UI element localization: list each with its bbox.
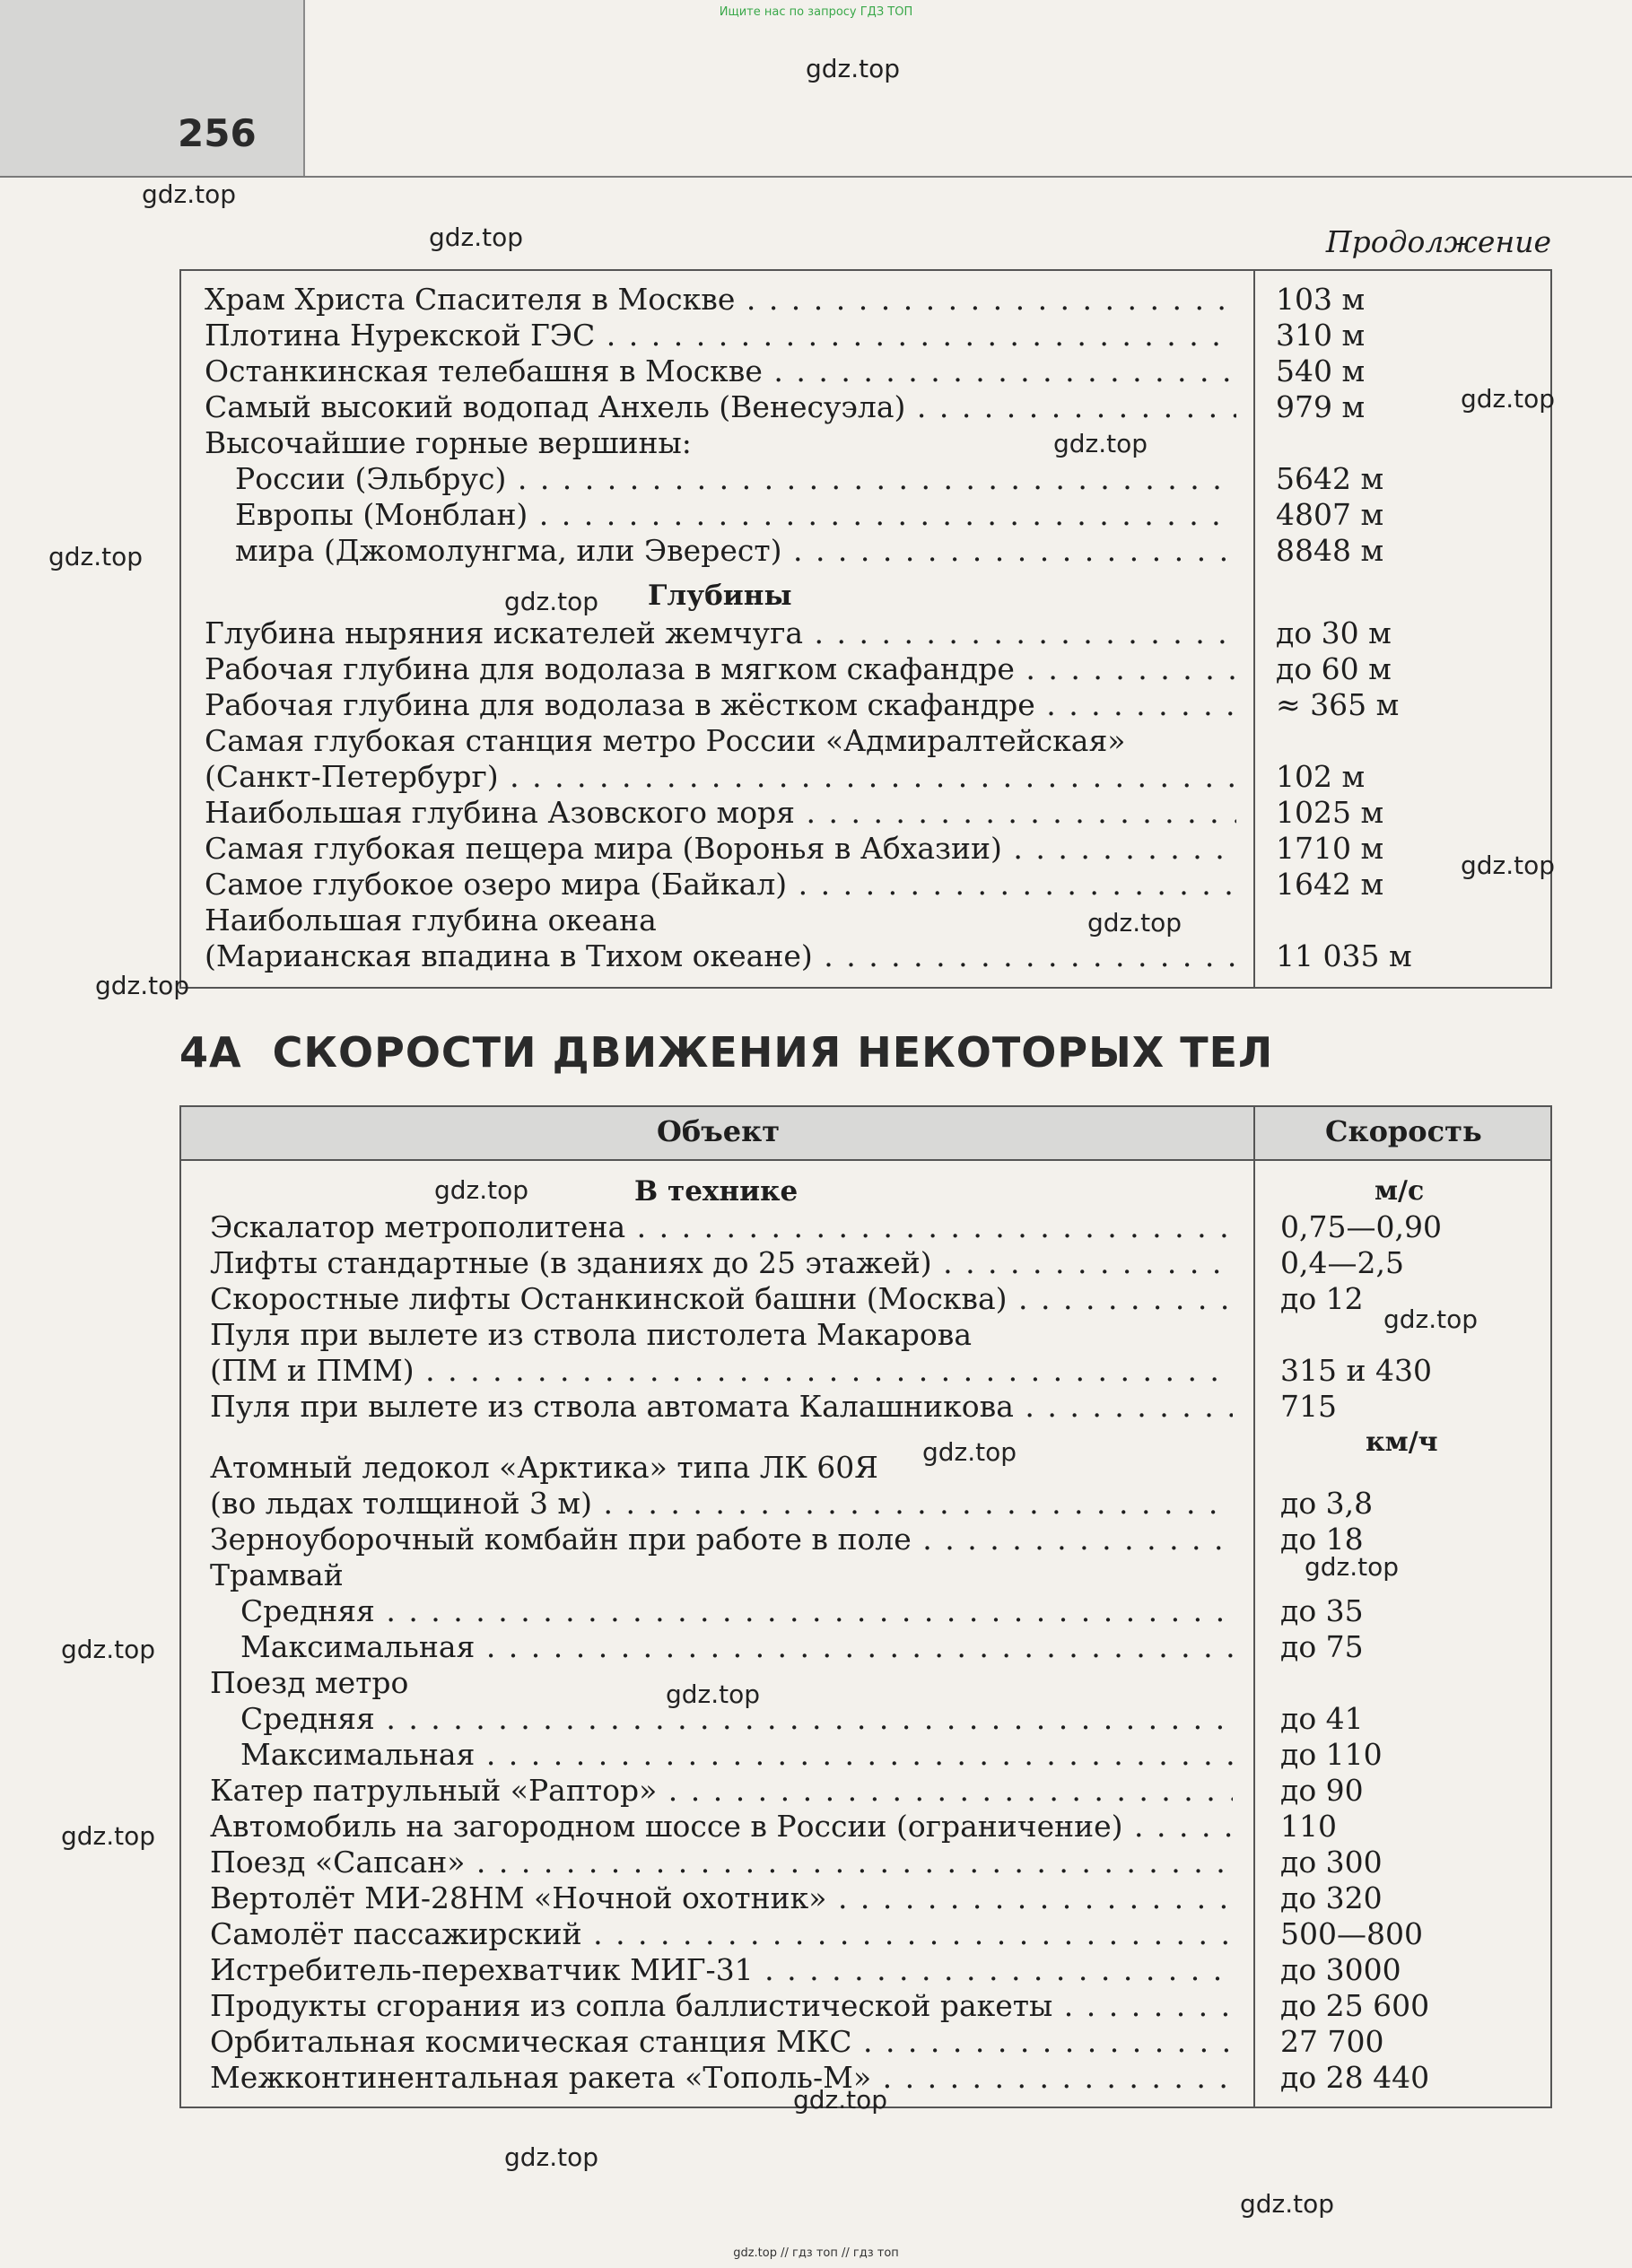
page-number-tab: [0, 0, 305, 178]
watermark: gdz.top: [61, 1821, 156, 1851]
table-row: мира (Джомолунгма, или Эверест) . . .: [235, 533, 1236, 577]
row-value: 715: [1280, 1389, 1337, 1424]
col-header-speed: Скорость: [1325, 1114, 1482, 1148]
row-value: 1025 м: [1276, 795, 1384, 830]
column-divider: [1253, 271, 1255, 987]
table-row: Межконтинентальная ракета «Тополь-М» . . .: [210, 2060, 1233, 2104]
table-row: Самая глубокая пещера мира (Воронья в Абхазии) . . .: [205, 831, 1236, 875]
row-value: 103 м: [1276, 282, 1366, 317]
table-row: Вертолёт МИ-28НМ «Ночной охотник» . . .: [210, 1880, 1233, 1924]
table-row: (во льдах толщиной 3 м) . . .: [210, 1486, 1233, 1530]
table-row: России (Эльбрус) . . .: [235, 461, 1236, 505]
row-value: 0,75—0,90: [1280, 1209, 1442, 1244]
watermark: gdz.top: [793, 2085, 888, 2115]
row-value: до 3000: [1280, 1952, 1401, 1987]
watermark: gdz.top: [48, 542, 144, 571]
row-value: ≈ 365 м: [1276, 687, 1400, 722]
watermark: gdz.top: [666, 1679, 761, 1709]
table-row: Самая глубокая станция метро России «Адмиралтейская»: [205, 723, 1126, 758]
watermark: gdz.top: [1383, 1304, 1479, 1334]
col-header-object: Объект: [657, 1114, 781, 1148]
table-row: (Санкт-Петербург) . . .: [205, 759, 1236, 803]
row-value: 27 700: [1280, 2024, 1384, 2059]
watermark: gdz.top: [1461, 384, 1556, 414]
table-row: Максимальная . . .: [240, 1629, 1233, 1673]
unit-kmh: км/ч: [1366, 1426, 1438, 1458]
table-row: Плотина Нурекской ГЭС . . .: [205, 318, 1236, 362]
heights-depths-table: [179, 269, 1552, 989]
row-value: до 25 600: [1280, 1988, 1430, 2023]
table-row: Зерноуборочный комбайн при работе в поле . . .: [210, 1522, 1233, 1566]
table-row: Рабочая глубина для водолаза в жёстком скафандре . . .: [205, 687, 1236, 731]
table-row: Самый высокий водопад Анхель (Венесуэла) . . .: [205, 389, 1236, 433]
row-value: 979 м: [1276, 389, 1366, 424]
watermark: gdz.top: [1087, 908, 1183, 938]
table-row: Автомобиль на загородном шоссе в России (ограничение) . . .: [210, 1809, 1233, 1853]
table-row: Средняя . . .: [240, 1701, 1233, 1745]
table-row: Атомный ледокол «Арктика» типа ЛК 60Я: [210, 1450, 878, 1485]
table-row: (ПМ и ПММ) . . .: [210, 1353, 1233, 1397]
section-number: 4А: [179, 1028, 242, 1077]
watermark: gdz.top: [429, 222, 524, 252]
watermark: gdz.top: [142, 179, 237, 209]
row-value: до 3,8: [1280, 1486, 1374, 1521]
page-number: 256: [178, 111, 257, 155]
row-value: 540 м: [1276, 353, 1366, 388]
tram-title: Трамвай: [210, 1557, 344, 1592]
continuation-label: Продолжение: [1325, 224, 1551, 259]
section-heading: [179, 1028, 1273, 1077]
row-value: до 18: [1280, 1522, 1364, 1557]
row-value: до 320: [1280, 1880, 1383, 1915]
depths-subheading: Глубины: [648, 580, 792, 612]
table-row: Пуля при вылете из ствола пистолета Макарова: [210, 1317, 972, 1352]
row-value: 0,4—2,5: [1280, 1245, 1404, 1280]
row-value: до 28 440: [1280, 2060, 1430, 2095]
table-row: Катер патрульный «Раптор» . . .: [210, 1773, 1233, 1817]
row-value: до 110: [1280, 1737, 1383, 1772]
table-row: Наибольшая глубина океана: [205, 903, 657, 938]
table-row: Останкинская телебашня в Москве . . .: [205, 353, 1236, 397]
table-row: Рабочая глубина для водолаза в мягком скафандре . . .: [205, 651, 1236, 695]
watermark: gdz.top: [504, 2142, 599, 2172]
table-row: Лифты стандартные (в зданиях до 25 этажей) . . .: [210, 1245, 1233, 1289]
table-row: Глубина ныряния искателей жемчуга . . .: [205, 615, 1236, 659]
table-row: Продукты сгорания из сопла баллистической ракеты . . .: [210, 1988, 1233, 2032]
watermark: gdz.top: [95, 971, 190, 1000]
table-row: Самолёт пассажирский . . .: [210, 1916, 1233, 1960]
row-value: до 12: [1280, 1281, 1364, 1316]
row-value: 4807 м: [1276, 497, 1384, 532]
section-title: СКОРОСТИ ДВИЖЕНИЯ НЕКОТОРЫХ ТЕЛ: [272, 1028, 1274, 1077]
table-row: Самое глубокое озеро мира (Байкал) . . .: [205, 867, 1236, 911]
search-hint: Ищите нас по запросу ГДЗ ТОП: [719, 5, 913, 19]
row-value: 5642 м: [1276, 461, 1384, 496]
table-row: Истребитель-перехватчик МИГ-31 . . .: [210, 1952, 1233, 1996]
row-value: 110: [1280, 1809, 1337, 1844]
row-value: до 30 м: [1276, 615, 1392, 650]
header-rule: [0, 176, 1632, 178]
row-value: 8848 м: [1276, 533, 1384, 568]
table-row: Храм Христа Спасителя в Москве . . .: [205, 282, 1236, 326]
row-value: 11 035 м: [1276, 938, 1412, 973]
row-value: 315 и 430: [1280, 1353, 1432, 1388]
table-row: Эскалатор метрополитена . . .: [210, 1209, 1233, 1253]
row-value: до 41: [1280, 1701, 1364, 1736]
table-row: Поезд «Сапсан» . . .: [210, 1845, 1233, 1889]
table-row: Пуля при вылете из ствола автомата Калашникова . . .: [210, 1389, 1233, 1433]
watermark: gdz.top: [1240, 2189, 1335, 2219]
table-row: Европы (Монблан) . . .: [235, 497, 1236, 541]
table-row: Наибольшая глубина Азовского моря . . .: [205, 795, 1236, 839]
row-value: 500—800: [1280, 1916, 1423, 1951]
row-value: 310 м: [1276, 318, 1366, 353]
row-value: до 60 м: [1276, 651, 1392, 686]
group-title: В технике: [634, 1175, 799, 1208]
row-value: 1710 м: [1276, 831, 1384, 866]
row-value: 1642 м: [1276, 867, 1384, 902]
table-row: (Марианская впадина в Тихом океане) . . .: [205, 938, 1236, 982]
watermark: gdz.top: [1305, 1552, 1400, 1582]
column-divider: [1253, 1107, 1255, 2107]
metro-title: Поезд метро: [210, 1665, 409, 1700]
table-row: Скоростные лифты Останкинской башни (Москва) . . .: [210, 1281, 1233, 1325]
watermark: gdz.top: [434, 1175, 529, 1205]
table-row: Орбитальная космическая станция МКС . . .: [210, 2024, 1233, 2068]
watermark: gdz.top: [806, 54, 901, 83]
speeds-table: [179, 1105, 1552, 2108]
row-value: до 35: [1280, 1593, 1364, 1628]
peaks-title: Высочайшие горные вершины:: [205, 425, 692, 460]
watermark: gdz.top: [504, 587, 599, 616]
table-row: Средняя . . .: [240, 1593, 1233, 1637]
row-value: до 90: [1280, 1773, 1364, 1808]
table-row: Максимальная . . .: [240, 1737, 1233, 1781]
watermark: gdz.top: [1053, 429, 1148, 458]
unit-ms: м/с: [1375, 1175, 1425, 1207]
row-value: 102 м: [1276, 759, 1366, 794]
footer-text: gdz.top // гдз топ // гдз топ: [733, 2246, 899, 2260]
watermark: gdz.top: [922, 1437, 1017, 1467]
row-value: до 300: [1280, 1845, 1383, 1880]
row-value: до 75: [1280, 1629, 1364, 1664]
watermark: gdz.top: [61, 1635, 156, 1664]
watermark: gdz.top: [1461, 850, 1556, 880]
